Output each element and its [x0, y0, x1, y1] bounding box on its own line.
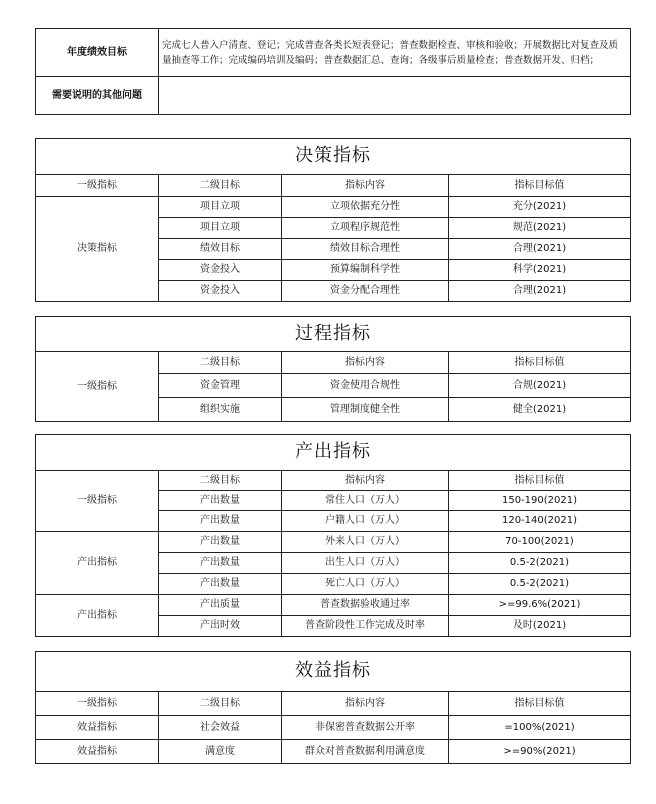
content-cell: 普查阶段性工作完成及时率 [282, 616, 449, 637]
content-cell: 常住人口（万人） [282, 491, 449, 511]
content-cell: 资金使用合规性 [282, 374, 449, 398]
level2-cell: 产出数量 [159, 491, 282, 511]
target-cell: 科学(2021) [449, 260, 631, 281]
level2-cell: 组织实施 [159, 398, 282, 422]
target-cell: 120-140(2021) [449, 511, 631, 532]
level2-cell: 资金投入 [159, 260, 282, 281]
target-cell: 规范(2021) [449, 218, 631, 239]
header-cell: 二级目标 [159, 352, 282, 374]
target-cell: 及时(2021) [449, 616, 631, 637]
other-issues-label: 需要说明的其他问题 [36, 77, 159, 115]
target-cell: 70-100(2021) [449, 532, 631, 553]
level2-cell: 产出数量 [159, 511, 282, 532]
level2-cell: 产出质量 [159, 595, 282, 616]
target-cell: 合理(2021) [449, 281, 631, 302]
content-cell: 管理制度健全性 [282, 398, 449, 422]
process-title: 过程指标 [36, 317, 631, 352]
table-row [36, 197, 631, 218]
content-cell: 绩效目标合理性 [282, 239, 449, 260]
table-row [36, 595, 631, 616]
target-cell: >=99.6%(2021) [449, 595, 631, 616]
decision-title: 决策指标 [36, 139, 631, 175]
target-cell: 0.5-2(2021) [449, 553, 631, 574]
header-cell: 指标内容 [282, 471, 449, 491]
goal-label: 年度绩效目标 [36, 29, 159, 77]
header-cell: 一级指标 [36, 692, 159, 716]
level1-cell: 一级指标 [36, 471, 159, 532]
level2-cell: 产出数量 [159, 553, 282, 574]
decision-table [35, 138, 631, 302]
level2-cell: 社会效益 [159, 716, 282, 740]
process-table [35, 316, 631, 422]
content-cell: 死亡人口（万人） [282, 574, 449, 595]
benefit-title: 效益指标 [36, 652, 631, 692]
level2-cell: 资金投入 [159, 281, 282, 302]
header-cell: 指标目标值 [449, 352, 631, 374]
target-cell: >=90%(2021) [449, 740, 631, 764]
level2-cell: 项目立项 [159, 197, 282, 218]
content-cell: 立项依据充分性 [282, 197, 449, 218]
top-table [35, 28, 631, 115]
target-cell: 健全(2021) [449, 398, 631, 422]
level1-cell: 效益指标 [36, 740, 159, 764]
content-cell: 普查数据验收通过率 [282, 595, 449, 616]
level1-cell: 效益指标 [36, 716, 159, 740]
table-row [36, 740, 631, 764]
level2-cell: 产出时效 [159, 616, 282, 637]
other-issues-value [159, 77, 631, 115]
content-cell: 户籍人口（万人） [282, 511, 449, 532]
benefit-table [35, 651, 631, 764]
content-cell: 资金分配合理性 [282, 281, 449, 302]
content-cell: 出生人口（万人） [282, 553, 449, 574]
content-cell: 外来人口（万人） [282, 532, 449, 553]
header-cell: 指标目标值 [449, 175, 631, 197]
level1-cell: 一级指标 [36, 352, 159, 422]
level2-cell: 项目立项 [159, 218, 282, 239]
content-cell: 立项程序规范性 [282, 218, 449, 239]
level1-cell: 决策指标 [36, 197, 159, 302]
goal-text: 完成七人普入户清查、登记；完成普查各类长短表登记；普查数据检查、审核和验收；开展数据比对复查及质量抽查等工作；完成编码培训及编码；普查数据汇总、查询；各级事后质量检查；普查数据开发、归档； [159, 29, 631, 77]
header-cell: 二级目标 [159, 471, 282, 491]
target-cell: 合理(2021) [449, 239, 631, 260]
output-table [35, 434, 631, 637]
header-cell: 指标内容 [282, 352, 449, 374]
target-cell: 150-190(2021) [449, 491, 631, 511]
table-row [36, 716, 631, 740]
content-cell: 群众对普查数据利用满意度 [282, 740, 449, 764]
header-cell: 二级目标 [159, 175, 282, 197]
level2-cell: 资金管理 [159, 374, 282, 398]
header-cell: 指标内容 [282, 692, 449, 716]
target-cell: 充分(2021) [449, 197, 631, 218]
level2-cell: 产出数量 [159, 532, 282, 553]
header-cell: 指标目标值 [449, 471, 631, 491]
level1-cell: 产出指标 [36, 595, 159, 637]
output-title: 产出指标 [36, 435, 631, 471]
header-cell: 指标目标值 [449, 692, 631, 716]
header-cell: 一级指标 [36, 175, 159, 197]
level2-cell: 满意度 [159, 740, 282, 764]
header-cell: 指标内容 [282, 175, 449, 197]
level2-cell: 绩效目标 [159, 239, 282, 260]
header-cell: 二级目标 [159, 692, 282, 716]
target-cell: 0.5-2(2021) [449, 574, 631, 595]
level1-cell: 产出指标 [36, 532, 159, 595]
table-row [36, 532, 631, 553]
table-row [36, 352, 631, 374]
content-cell: 非保密普查数据公开率 [282, 716, 449, 740]
target-cell: =100%(2021) [449, 716, 631, 740]
table-row [36, 471, 631, 491]
target-cell: 合规(2021) [449, 374, 631, 398]
level2-cell: 产出数量 [159, 574, 282, 595]
content-cell: 预算编制科学性 [282, 260, 449, 281]
